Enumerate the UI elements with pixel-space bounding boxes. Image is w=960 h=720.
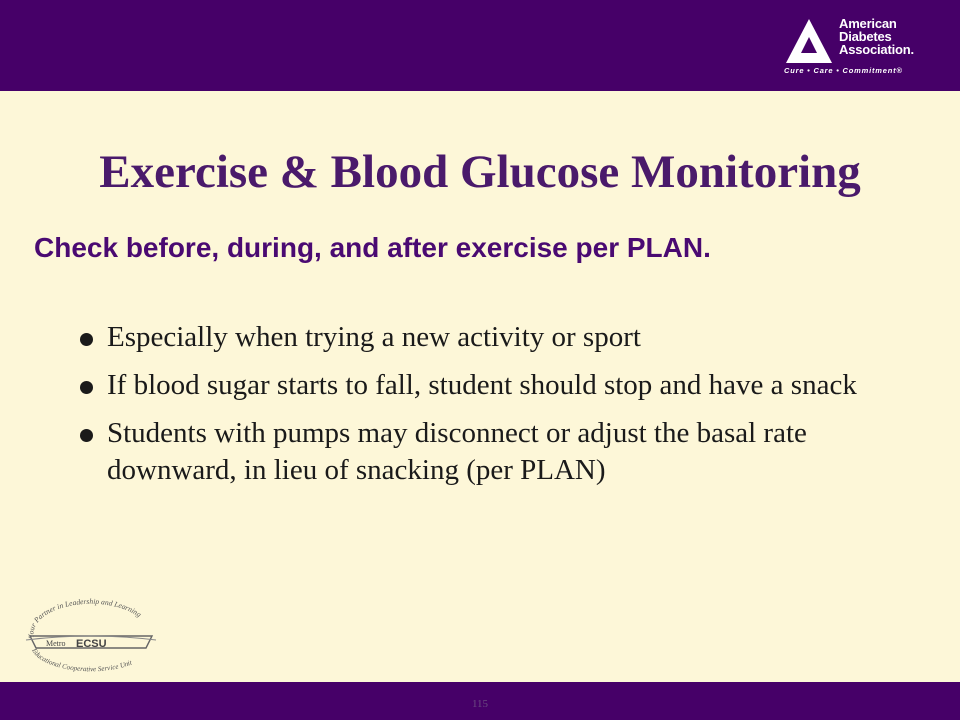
ecsu-arc-bottom: Educational Cooperative Service Unit	[30, 646, 134, 674]
bullet-item	[80, 415, 930, 489]
ada-triangle-icon	[784, 17, 834, 65]
bullet-dot-icon	[80, 333, 93, 346]
svg-text:Your Partner in Leadership and	[26, 598, 143, 639]
bullet-text: If blood sugar starts to fall, student should stop and have a snack	[107, 369, 857, 401]
ada-name-line: American	[839, 16, 897, 31]
bullet-item	[80, 319, 930, 356]
bullet-list	[80, 319, 930, 500]
metro-ecsu-logo	[24, 598, 158, 676]
svg-text:Educational Cooperative Servic	[30, 646, 134, 673]
ecsu-arc-top: Your Partner in Leadership and Learning	[26, 598, 144, 640]
ada-logo	[784, 14, 944, 80]
bullet-item	[80, 367, 930, 404]
bullet-dot-icon	[80, 381, 93, 394]
ada-tagline: Cure • Care • Commitment®	[784, 66, 903, 75]
ecsu-name-prefix: Metro	[46, 639, 66, 648]
ada-name	[839, 17, 914, 56]
bullet-text: Students with pumps may disconnect or adjust the basal rate downward, in lieu of snacking (per PLAN)	[107, 417, 807, 486]
main-point: Check before, during, and after exercise per PLAN.	[34, 232, 711, 263]
bullet-text: Especially when trying a new activity or sport	[107, 321, 641, 353]
ada-name-line: Association.	[839, 42, 914, 57]
ada-name-line: Diabetes	[839, 29, 892, 44]
ecsu-name: ECSU	[76, 638, 107, 650]
slide-number: 115	[471, 698, 489, 710]
slide-title: Exercise & Blood Glucose Monitoring	[99, 146, 861, 198]
bullet-dot-icon	[80, 429, 93, 442]
